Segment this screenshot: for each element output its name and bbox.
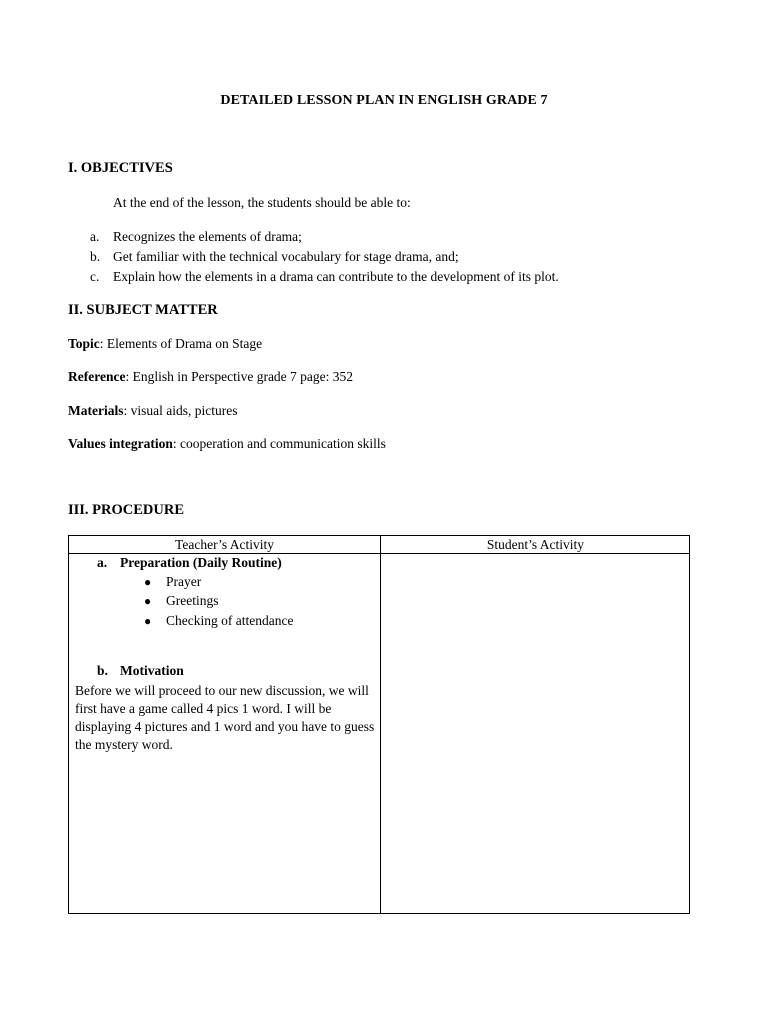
objective-marker: a.	[90, 229, 100, 244]
subject-matter-heading: II. SUBJECT MATTER	[68, 302, 218, 318]
motivation-label: Motivation	[120, 663, 184, 678]
preparation-marker: a.	[97, 555, 108, 570]
teacher-activity-header: Teacher’s Activity	[175, 537, 274, 552]
procedure-heading: III. PROCEDURE	[68, 502, 185, 518]
topic-value: : Elements of Drama on Stage	[99, 336, 263, 351]
objectives-intro: At the end of the lesson, the students should be able to:	[113, 195, 411, 210]
document-title: DETAILED LESSON PLAN IN ENGLISH GRADE 7	[220, 93, 548, 108]
topic-label: Topic	[68, 336, 100, 351]
topic-field	[68, 336, 262, 352]
header-divider	[69, 553, 689, 554]
materials-label: Materials	[68, 403, 124, 418]
preparation-item: Greetings	[166, 593, 219, 608]
values-integration-value: : cooperation and communication skills	[172, 436, 386, 451]
bullet-icon: ●	[144, 614, 152, 628]
preparation-label: Preparation (Daily Routine)	[120, 555, 282, 570]
values-integration-label: Values integration	[68, 436, 173, 451]
materials-value: : visual aids, pictures	[123, 403, 238, 418]
procedure-table	[68, 535, 690, 914]
reference-label: Reference	[68, 369, 126, 384]
preparation-item: Prayer	[166, 574, 202, 589]
objective-item: Recognizes the elements of drama;	[113, 229, 302, 244]
values-integration-field	[68, 436, 386, 452]
reference-value: : English in Perspective grade 7 page: 352	[125, 369, 354, 384]
student-activity-header: Student’s Activity	[486, 537, 585, 552]
preparation-item: Checking of attendance	[166, 613, 294, 628]
objective-marker: b.	[90, 249, 101, 264]
bullet-icon: ●	[144, 575, 152, 589]
materials-field	[68, 403, 237, 419]
objective-marker: c.	[90, 269, 100, 284]
bullet-icon: ●	[144, 594, 152, 608]
objective-item: Explain how the elements in a drama can contribute to the development of its plot.	[113, 269, 559, 284]
objectives-heading: I. OBJECTIVES	[68, 160, 173, 176]
column-divider	[380, 536, 381, 913]
motivation-text: Before we will proceed to our new discussion, we will first have a game called 4 pics 1 word. I will be displaying 4 pictures and 1 word and you have to guess the mystery word.	[75, 683, 375, 752]
motivation-marker: b.	[97, 663, 108, 678]
reference-field	[68, 369, 353, 385]
objective-item: Get familiar with the technical vocabulary for stage drama, and;	[113, 249, 459, 264]
